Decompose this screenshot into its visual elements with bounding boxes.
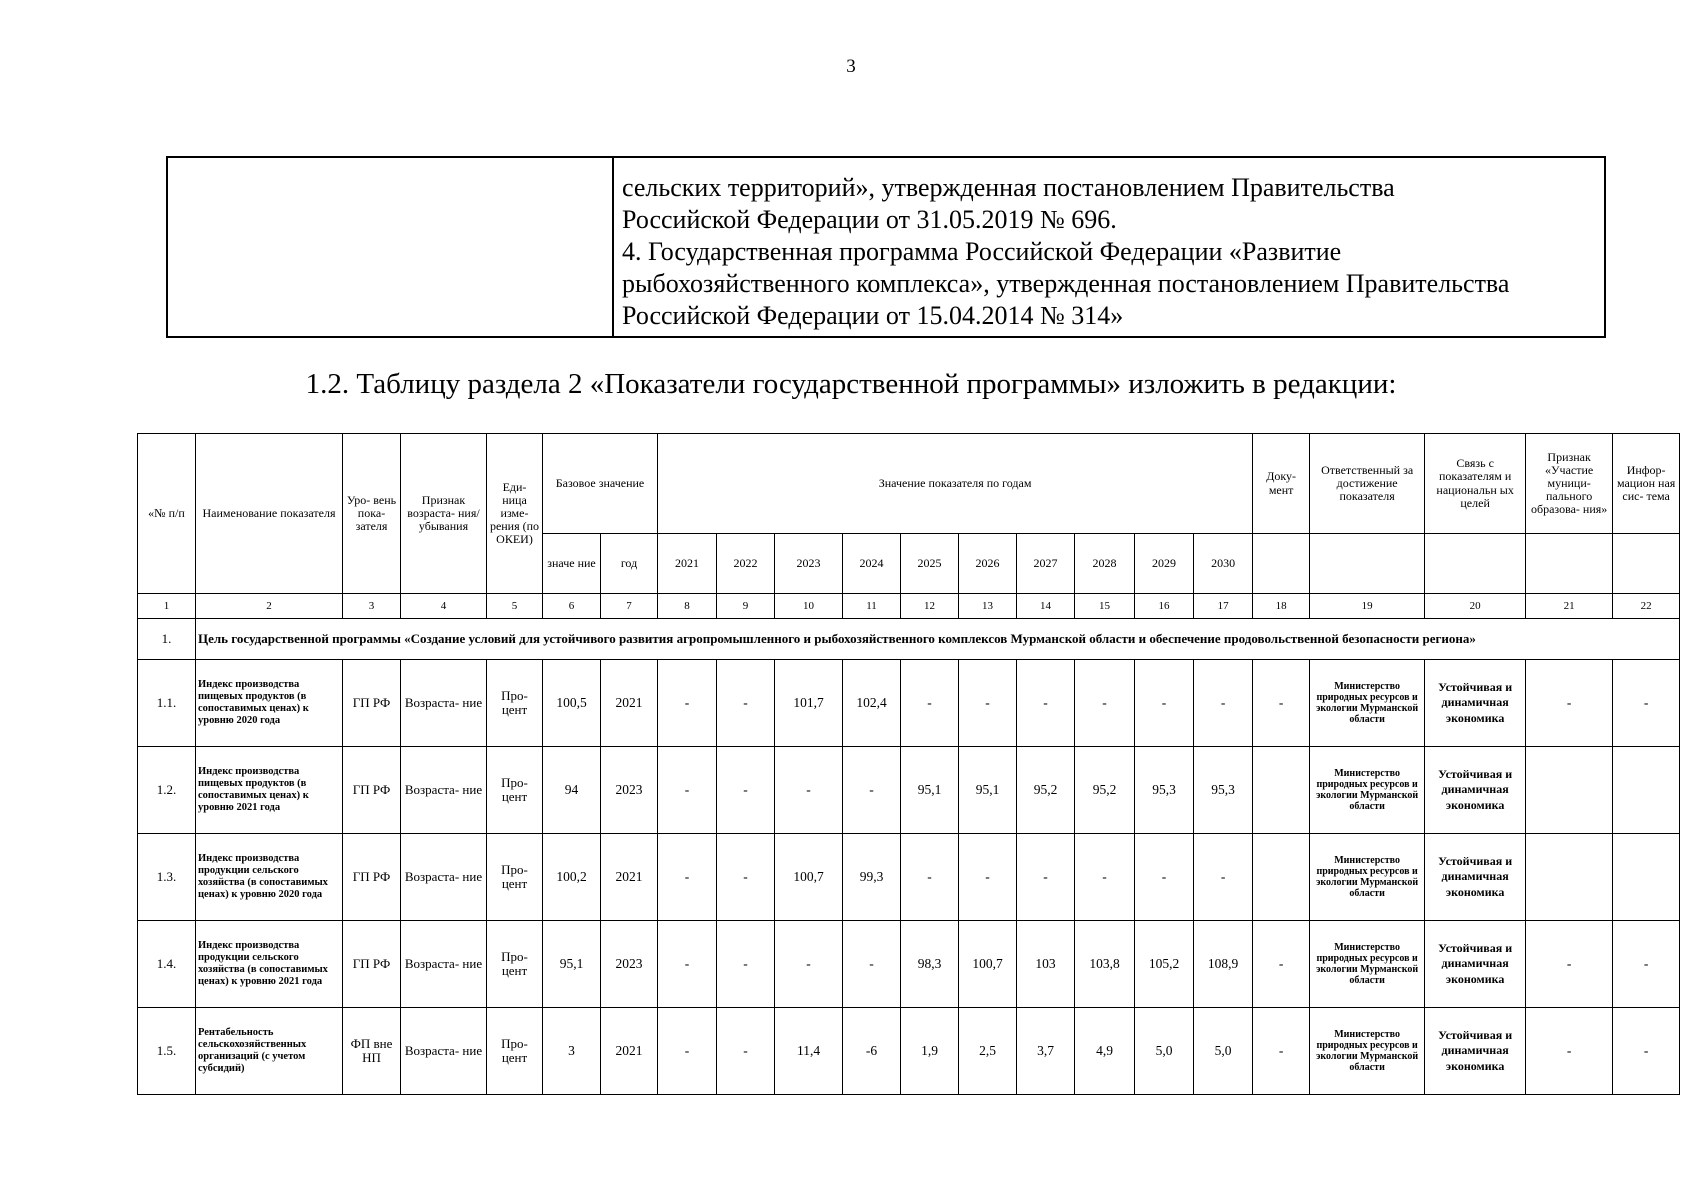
info-system-cell: - (1613, 1008, 1680, 1095)
year-value: - (717, 921, 775, 1008)
indicator-level: ГП РФ (343, 747, 401, 834)
year-value: 5,0 (1194, 1008, 1253, 1095)
info-system-cell (1613, 747, 1680, 834)
goal-row (138, 619, 1680, 660)
base-value: 100,2 (543, 834, 601, 921)
year-value: 100,7 (775, 834, 843, 921)
indicator-sign: Возраста- ние (401, 660, 487, 747)
municipal-cell: - (1526, 921, 1613, 1008)
year-value: - (717, 834, 775, 921)
column-number: 16 (1135, 594, 1194, 619)
header-year: 2024 (843, 534, 901, 594)
indicator-sign: Возраста- ние (401, 921, 487, 1008)
year-value: 103 (1017, 921, 1075, 1008)
column-number: 19 (1310, 594, 1425, 619)
document-cell: - (1253, 921, 1310, 1008)
document-cell (1253, 834, 1310, 921)
column-number: 6 (543, 594, 601, 619)
responsible-cell: Министерство природных ресурсов и экологии Мурманской области (1310, 747, 1425, 834)
column-number: 13 (959, 594, 1017, 619)
indicator-unit: Про- цент (487, 1008, 543, 1095)
header-document: Доку- мент (1253, 434, 1310, 534)
indicator-row (138, 921, 1680, 1008)
indicator-number: 1.4. (138, 921, 196, 1008)
year-value: - (1075, 834, 1135, 921)
year-value: - (901, 660, 959, 747)
column-number: 22 (1613, 594, 1680, 619)
continuation-line: сельских территорий», утвержденная постановлением Правительства (622, 173, 1395, 202)
year-value: - (775, 921, 843, 1008)
indicator-row (138, 834, 1680, 921)
indicator-sign: Возраста- ние (401, 747, 487, 834)
document-cell: - (1253, 660, 1310, 747)
responsible-cell: Министерство природных ресурсов и экологии Мурманской области (1310, 921, 1425, 1008)
column-number: 4 (401, 594, 487, 619)
year-value: - (658, 1008, 717, 1095)
info-system-cell: - (1613, 921, 1680, 1008)
header-year: 2030 (1194, 534, 1253, 594)
column-number: 12 (901, 594, 959, 619)
year-value: - (843, 747, 901, 834)
year-value: - (959, 834, 1017, 921)
indicator-level: ГП РФ (343, 834, 401, 921)
year-value: 95,2 (1017, 747, 1075, 834)
year-value: 99,3 (843, 834, 901, 921)
year-value: - (1194, 834, 1253, 921)
header-sign: Признак возраста- ния/ убывания (401, 434, 487, 594)
header-empty-cell (1613, 534, 1680, 594)
indicator-unit: Про- цент (487, 921, 543, 1008)
column-number: 21 (1526, 594, 1613, 619)
indicator-sign: Возраста- ние (401, 1008, 487, 1095)
year-value: 2,5 (959, 1008, 1017, 1095)
year-value: - (717, 747, 775, 834)
header-base-year: год (601, 534, 658, 594)
indicator-sign: Возраста- ние (401, 834, 487, 921)
indicator-name: Индекс производства продукции сельского хозяйства (в сопоставимых ценах) к уровню 2021 года (196, 921, 343, 1008)
year-value: - (775, 747, 843, 834)
responsible-cell: Министерство природных ресурсов и экологии Мурманской области (1310, 660, 1425, 747)
year-value: 11,4 (775, 1008, 843, 1095)
base-year: 2021 (601, 1008, 658, 1095)
indicator-unit: Про- цент (487, 834, 543, 921)
goal-number: 1. (138, 619, 196, 660)
year-value: 105,2 (1135, 921, 1194, 1008)
header-empty-cell (1425, 534, 1526, 594)
base-year: 2021 (601, 660, 658, 747)
column-number: 1 (138, 594, 196, 619)
header-level: Уро- вень пока- зателя (343, 434, 401, 594)
header-link: Связь с показателям и национальн ых целей (1425, 434, 1526, 534)
indicators-table (137, 433, 1680, 1095)
year-value: 95,3 (1194, 747, 1253, 834)
header-year: 2025 (901, 534, 959, 594)
year-value: - (658, 660, 717, 747)
responsible-cell: Министерство природных ресурсов и экологии Мурманской области (1310, 1008, 1425, 1095)
header-year: 2027 (1017, 534, 1075, 594)
column-numbers-row (138, 594, 1680, 619)
national-goal-link: Устойчивая и динамичная экономика (1425, 660, 1526, 747)
year-value: 100,7 (959, 921, 1017, 1008)
national-goal-link: Устойчивая и динамичная экономика (1425, 834, 1526, 921)
column-number: 2 (196, 594, 343, 619)
header-year: 2028 (1075, 534, 1135, 594)
indicator-unit: Про- цент (487, 660, 543, 747)
header-base-value: значе ние (543, 534, 601, 594)
year-value: 103,8 (1075, 921, 1135, 1008)
header-responsible: Ответственный за достижение показателя (1310, 434, 1425, 534)
indicator-row (138, 747, 1680, 834)
year-value: 108,9 (1194, 921, 1253, 1008)
header-base: Базовое значение (543, 434, 658, 534)
base-year: 2023 (601, 921, 658, 1008)
national-goal-link: Устойчивая и динамичная экономика (1425, 921, 1526, 1008)
year-value: - (658, 834, 717, 921)
year-value: - (1017, 834, 1075, 921)
year-value: - (843, 921, 901, 1008)
continuation-line: Российской Федерации от 15.04.2014 № 314» (622, 301, 1124, 330)
indicator-number: 1.3. (138, 834, 196, 921)
continuation-line: 4. Государственная программа Российской Федерации «Развитие (622, 237, 1342, 266)
column-number: 17 (1194, 594, 1253, 619)
indicator-row (138, 1008, 1680, 1095)
year-value: - (717, 660, 775, 747)
indicator-level: ГП РФ (343, 921, 401, 1008)
indicator-level: ГП РФ (343, 660, 401, 747)
continuation-line: рыбохозяйственного комплекса», утвержденная постановлением Правительства (622, 269, 1510, 298)
year-value: 4,9 (1075, 1008, 1135, 1095)
header-empty-cell (1253, 534, 1310, 594)
column-number: 18 (1253, 594, 1310, 619)
continuation-text-cell (614, 158, 1604, 336)
continuation-line: Российской Федерации от 31.05.2019 № 696. (622, 205, 1117, 234)
info-system-cell: - (1613, 660, 1680, 747)
year-value: - (717, 1008, 775, 1095)
indicator-name: Индекс производства пищевых продуктов (в сопоставимых ценах) к уровню 2021 года (196, 747, 343, 834)
year-value: 102,4 (843, 660, 901, 747)
header-year: 2022 (717, 534, 775, 594)
header-year: 2029 (1135, 534, 1194, 594)
column-number: 9 (717, 594, 775, 619)
year-value: - (1135, 660, 1194, 747)
header-name: Наименование показателя (196, 434, 343, 594)
column-number: 15 (1075, 594, 1135, 619)
indicator-number: 1.5. (138, 1008, 196, 1095)
column-number: 20 (1425, 594, 1526, 619)
year-value: 101,7 (775, 660, 843, 747)
column-number: 3 (343, 594, 401, 619)
column-number: 8 (658, 594, 717, 619)
column-number: 10 (775, 594, 843, 619)
year-value: 95,2 (1075, 747, 1135, 834)
document-cell: - (1253, 1008, 1310, 1095)
indicator-name: Индекс производства пищевых продуктов (в сопоставимых ценах) к уровню 2020 года (196, 660, 343, 747)
section-heading: 1.2. Таблицу раздела 2 «Показатели государственной программы» изложить в редакции: (305, 368, 1397, 400)
column-number: 11 (843, 594, 901, 619)
base-value: 94 (543, 747, 601, 834)
column-number: 5 (487, 594, 543, 619)
header-unit: Еди- ница изме- рения (по ОКЕИ) (487, 434, 543, 594)
municipal-cell (1526, 834, 1613, 921)
year-value: 95,3 (1135, 747, 1194, 834)
indicator-row (138, 660, 1680, 747)
national-goal-link: Устойчивая и динамичная экономика (1425, 747, 1526, 834)
base-year: 2021 (601, 834, 658, 921)
indicator-number: 1.1. (138, 660, 196, 747)
year-value: - (1075, 660, 1135, 747)
indicator-level: ФП вне НП (343, 1008, 401, 1095)
base-year: 2023 (601, 747, 658, 834)
year-value: -6 (843, 1008, 901, 1095)
indicator-name: Рентабельность сельскохозяйственных организаций (с учетом субсидий) (196, 1008, 343, 1095)
header-by-years: Значение показателя по годам (658, 434, 1253, 534)
responsible-cell: Министерство природных ресурсов и экологии Мурманской области (1310, 834, 1425, 921)
header-empty-cell (1310, 534, 1425, 594)
indicator-unit: Про- цент (487, 747, 543, 834)
header-year: 2023 (775, 534, 843, 594)
base-value: 3 (543, 1008, 601, 1095)
header-empty-cell (1526, 534, 1613, 594)
info-system-cell (1613, 834, 1680, 921)
year-value: - (1017, 660, 1075, 747)
year-value: - (658, 921, 717, 1008)
column-number: 14 (1017, 594, 1075, 619)
continuation-left-cell (168, 158, 614, 336)
header-num: «№ п/п (138, 434, 196, 594)
year-value: - (658, 747, 717, 834)
indicator-number: 1.2. (138, 747, 196, 834)
year-value: 5,0 (1135, 1008, 1194, 1095)
national-goal-link: Устойчивая и динамичная экономика (1425, 1008, 1526, 1095)
header-year: 2026 (959, 534, 1017, 594)
goal-text: Цель государственной программы «Создание условий для устойчивого развития агропромышленного и рыбохозяйственного комплексов Мурманской области и обеспечение продовольственной безопасности региона» (196, 619, 1680, 660)
column-number: 7 (601, 594, 658, 619)
header-info: Инфор- мацион ная сис- тема (1613, 434, 1680, 534)
year-value: 95,1 (901, 747, 959, 834)
year-value: 98,3 (901, 921, 959, 1008)
year-value: - (1194, 660, 1253, 747)
municipal-cell: - (1526, 1008, 1613, 1095)
document-cell (1253, 747, 1310, 834)
continuation-table (166, 156, 1606, 338)
municipal-cell (1526, 747, 1613, 834)
header-year: 2021 (658, 534, 717, 594)
header-municipal: Признак «Участие муници- пального образова- ния» (1526, 434, 1613, 534)
year-value: - (1135, 834, 1194, 921)
municipal-cell: - (1526, 660, 1613, 747)
year-value: 3,7 (1017, 1008, 1075, 1095)
year-value: 1,9 (901, 1008, 959, 1095)
base-value: 95,1 (543, 921, 601, 1008)
indicator-name: Индекс производства продукции сельского хозяйства (в сопоставимых ценах) к уровню 2020 года (196, 834, 343, 921)
year-value: - (959, 660, 1017, 747)
year-value: 95,1 (959, 747, 1017, 834)
page-number: 3 (846, 56, 856, 77)
base-value: 100,5 (543, 660, 601, 747)
year-value: - (901, 834, 959, 921)
